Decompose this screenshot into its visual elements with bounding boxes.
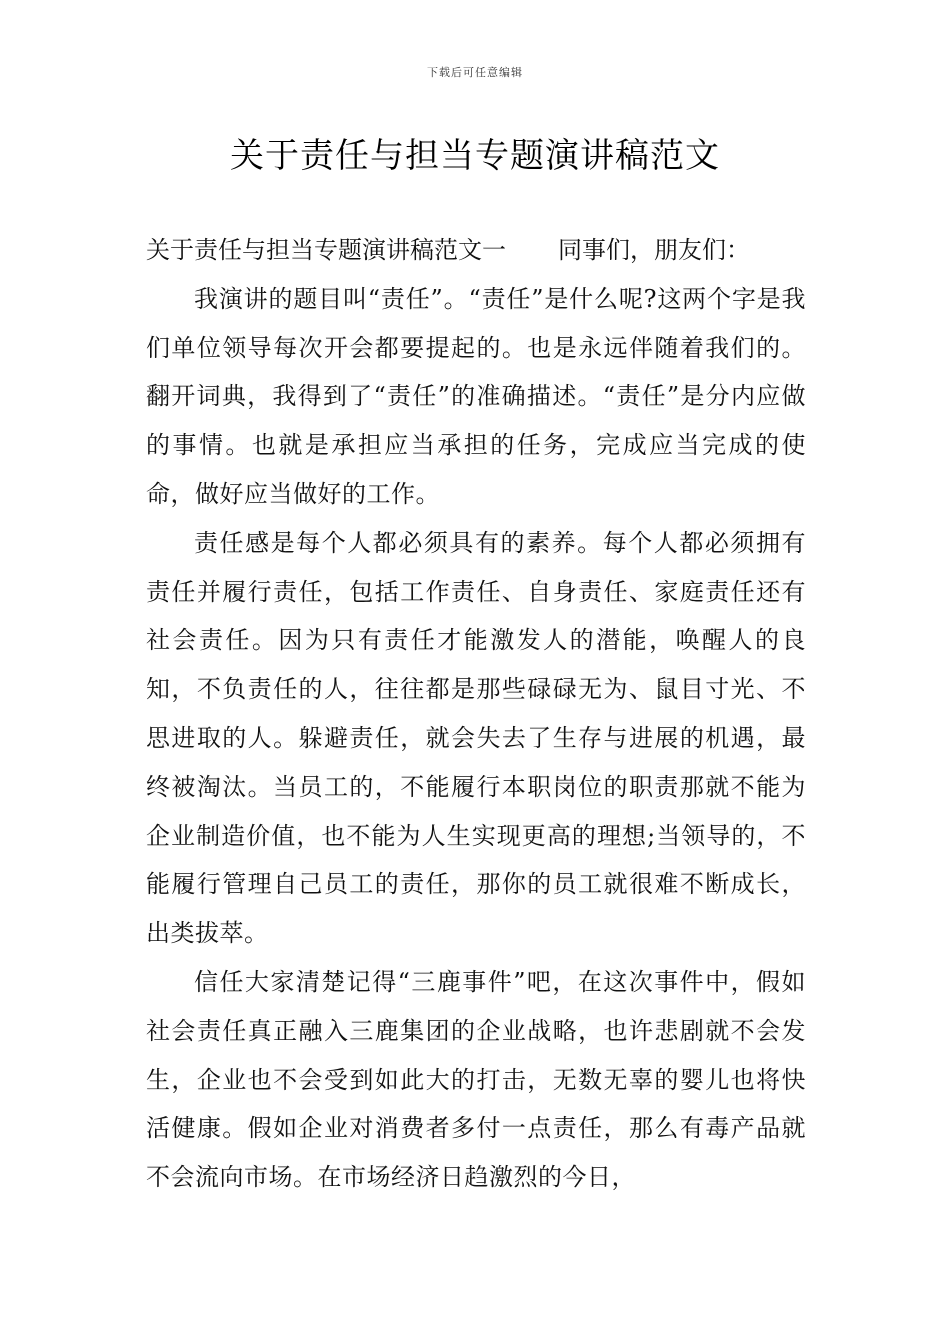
document-body [146,226,806,1202]
header-note: 下载后可任意编辑 [427,66,523,79]
subtitle-line [146,226,806,275]
document-title: 关于责任与担当专题演讲稿范文 [230,136,720,176]
paragraph-2: 责任感是每个人都必须具有的素养。每个人都必须拥有责任并履行责任，包括工作责任、自身责任、家庭责任还有社会责任。因为只有责任才能激发人的潜能，唤醒人的良知，不负责任的人，往往都是那些碌碌无为、鼠目寸光、不思进取的人。躲避责任，就会失去了生存与进展的机遇，最终被淘汰。当员工的，不能履行本职岗位的职责那就不能为企业制造价值，也不能为人生实现更高的理想;当领导的，不能履行管理自己员工的责任，那你的员工就很难不断成长，出类拔萃。 [146,528,806,948]
paragraph-3: 信任大家清楚记得“三鹿事件”吧，在这次事件中，假如社会责任真正融入三鹿集团的企业战略，也许悲剧就不会发生，企业也不会受到如此大的打击，无数无辜的婴儿也将快活健康。假如企业对消费者多付一点责任，那么有毒产品就不会流向市场。在市场经济日趋激烈的今日， [146,967,806,1192]
paragraph-1: 我演讲的题目叫“责任”。“责任”是什么呢?这两个字是我们单位领导每次开会都要提起的。也是永远伴随着我们的。翻开词典，我得到了“责任”的准确描述。“责任”是分内应做的事情。也就是承担应当承担的任务，完成应当完成的使命，做好应当做好的工作。 [146,284,806,508]
document-subtitle: 关于责任与担当专题演讲稿范文一 [146,236,506,264]
greeting: 同事们，朋友们： [558,236,750,264]
